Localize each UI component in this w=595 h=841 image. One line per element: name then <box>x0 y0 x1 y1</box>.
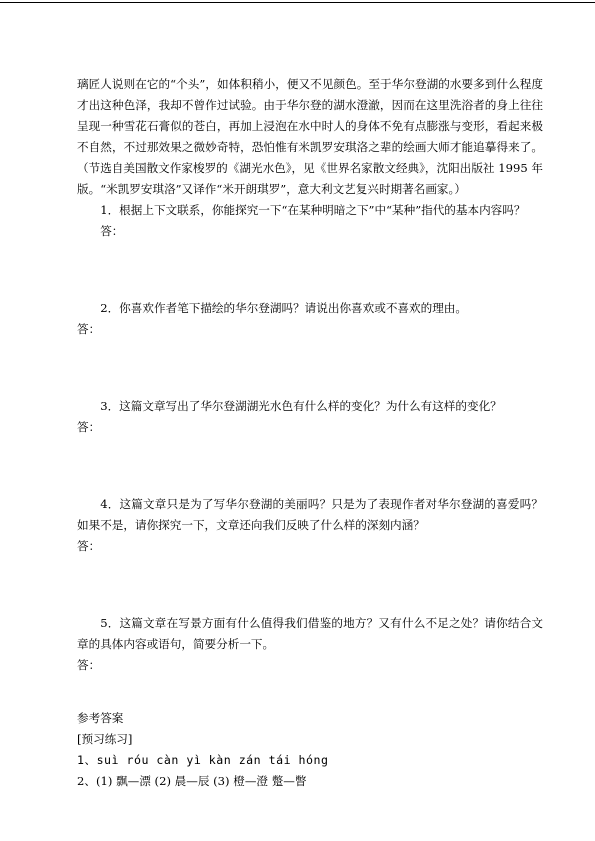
answer-label-5: 答： <box>77 658 101 672</box>
question-5: 5．这篇文章在写景方面有什么值得我们借鉴的地方？又有什么不足之处？请你结合文章的具体内容或语句，简要分析一下。 <box>77 616 543 651</box>
answer-space-4[interactable] <box>77 557 543 613</box>
document-page <box>77 74 543 792</box>
question-4: 4．这篇文章只是为了写华尔登湖的美丽吗？只是为了表现作者对华尔登湖的喜爱吗？如果不是，请你探究一下，文章还向我们反映了什么样的深刻内涵？ <box>77 497 543 532</box>
question-2: 2．你喜欢作者笔下描绘的华尔登湖吗？请说出你喜欢或不喜欢的理由。 <box>100 301 467 315</box>
reference-answer-1: 1、suì róu càn yì kàn zán tái hóng <box>77 753 329 767</box>
answer-label-2: 答： <box>77 322 101 336</box>
answer-label-1: 答： <box>100 224 124 238</box>
reference-answer-2: 2、(1) 飘—漂 (2) 晨—辰 (3) 橙—澄 蹩—瞥 <box>77 774 307 788</box>
answer-space-3[interactable] <box>77 438 543 494</box>
answer-space-2[interactable] <box>77 340 543 396</box>
answer-label-4: 答： <box>77 539 101 553</box>
reference-answers-title: 参考答案 <box>77 711 124 725</box>
reference-section-heading: [预习练习] <box>77 732 133 746</box>
answer-space-1[interactable] <box>77 242 543 298</box>
answer-label-3: 答： <box>77 420 101 434</box>
answer-space-5[interactable] <box>77 676 543 708</box>
header-rule <box>0 2 595 3</box>
question-3: 3．这篇文章写出了华尔登湖湖光水色有什么样的变化？为什么有这样的变化？ <box>100 399 502 413</box>
question-1: 1．根据上下文联系，你能探究一下“在某种明暗之下”中“某种”指代的基本内容吗？ <box>100 203 526 217</box>
passage-paragraph: 璃匠人说则在它的“个头”，如体积稍小，便又不见颜色。至于华尔登湖的水要多到什么程度才出这种色泽，我却不曾作过试验。由于华尔登的湖水澄澈，因而在这里洗浴者的身上往往呈现一种雪花石膏似的苍白，再加上浸泡在水中时人的身体不免有点膨涨与变形，看起来极不自然，不过那效果之微妙奇特，恐怕惟有米凯罗安琪洛之辈的绘画大师才能追摹得来了。（节选自美国散文作家梭罗的《湖光水色》，见《世界名家散文经典》，沈阳出版社 1995 年版。“米凯罗安琪洛”又译作“米开朗琪罗”，意大利文艺复兴时期著名画家。） <box>77 77 543 196</box>
